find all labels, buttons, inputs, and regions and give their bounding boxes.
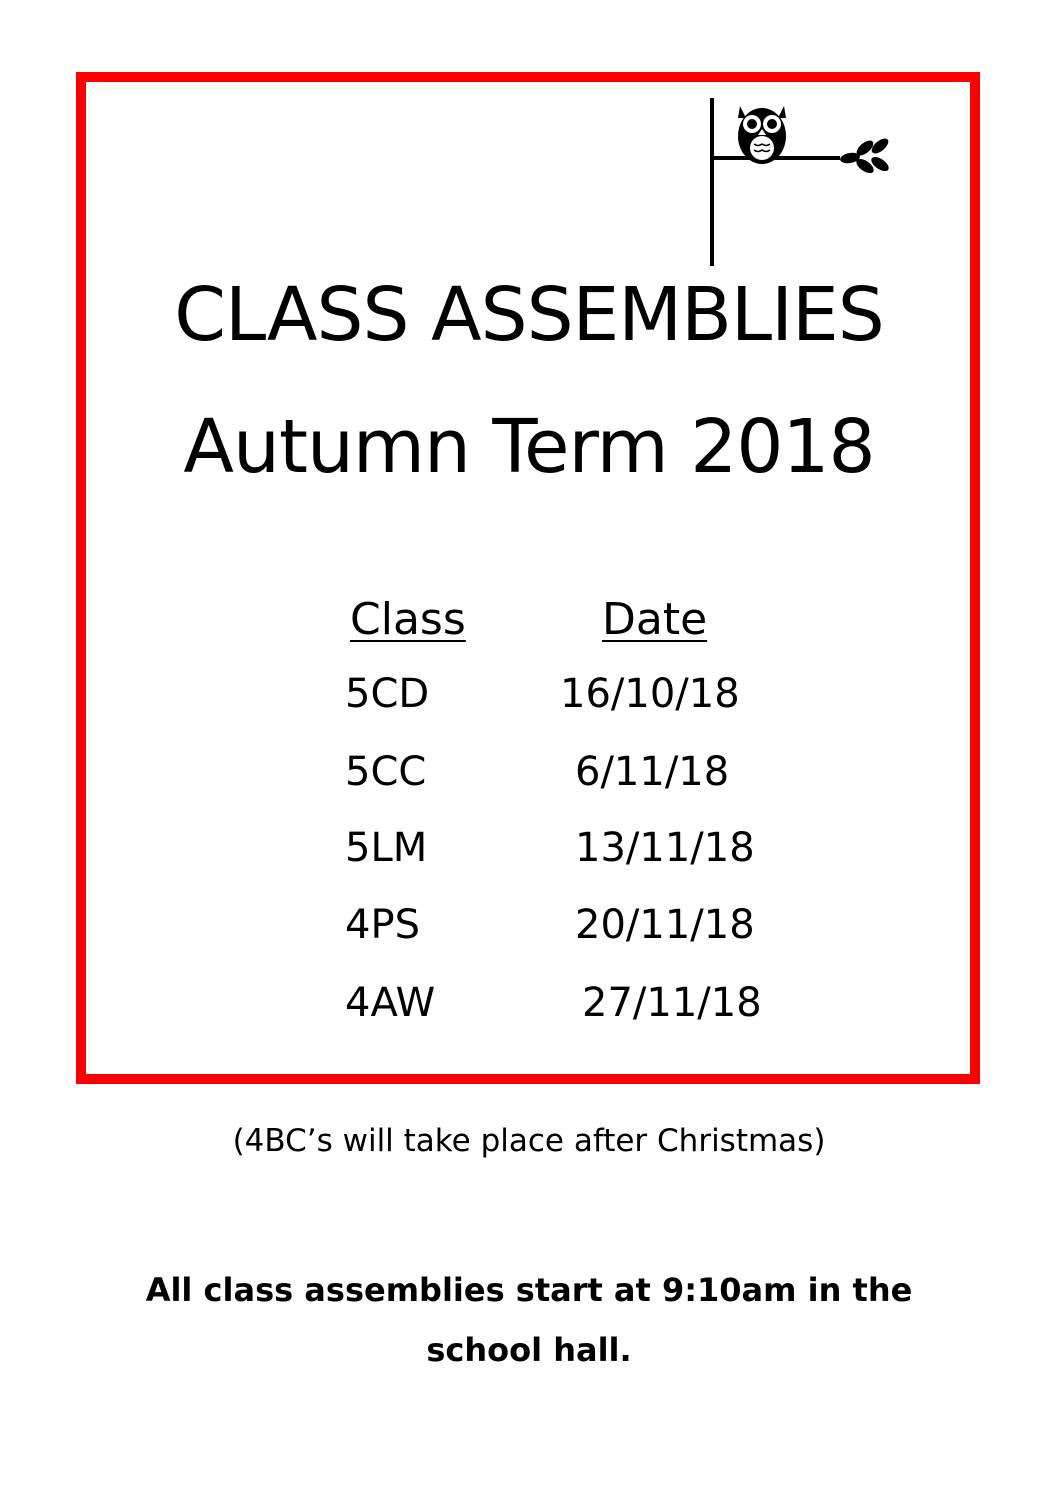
row-class: 5CD xyxy=(345,671,430,717)
schedule-note: (4BC’s will take place after Christmas) xyxy=(232,1123,826,1159)
owl-on-branch-icon xyxy=(700,96,900,271)
row-date: 20/11/18 xyxy=(575,902,755,948)
row-date: 6/11/18 xyxy=(575,749,730,795)
date-column-header: Date xyxy=(602,594,708,645)
row-class: 5LM xyxy=(345,825,428,871)
footer-notice: All class assemblies start at 9:10am in the school hall. xyxy=(145,1271,913,1369)
poster-subtitle: Autumn Term 2018 xyxy=(183,404,875,490)
class-column-header: Class xyxy=(350,594,466,645)
row-date: 13/11/18 xyxy=(575,825,755,871)
row-date: 16/10/18 xyxy=(560,671,740,717)
row-class: 5CC xyxy=(345,749,427,795)
row-class: 4AW xyxy=(345,980,436,1026)
poster-title: CLASS ASSEMBLIES xyxy=(174,272,884,358)
row-class: 4PS xyxy=(345,902,420,948)
row-date: 27/11/18 xyxy=(582,980,762,1026)
